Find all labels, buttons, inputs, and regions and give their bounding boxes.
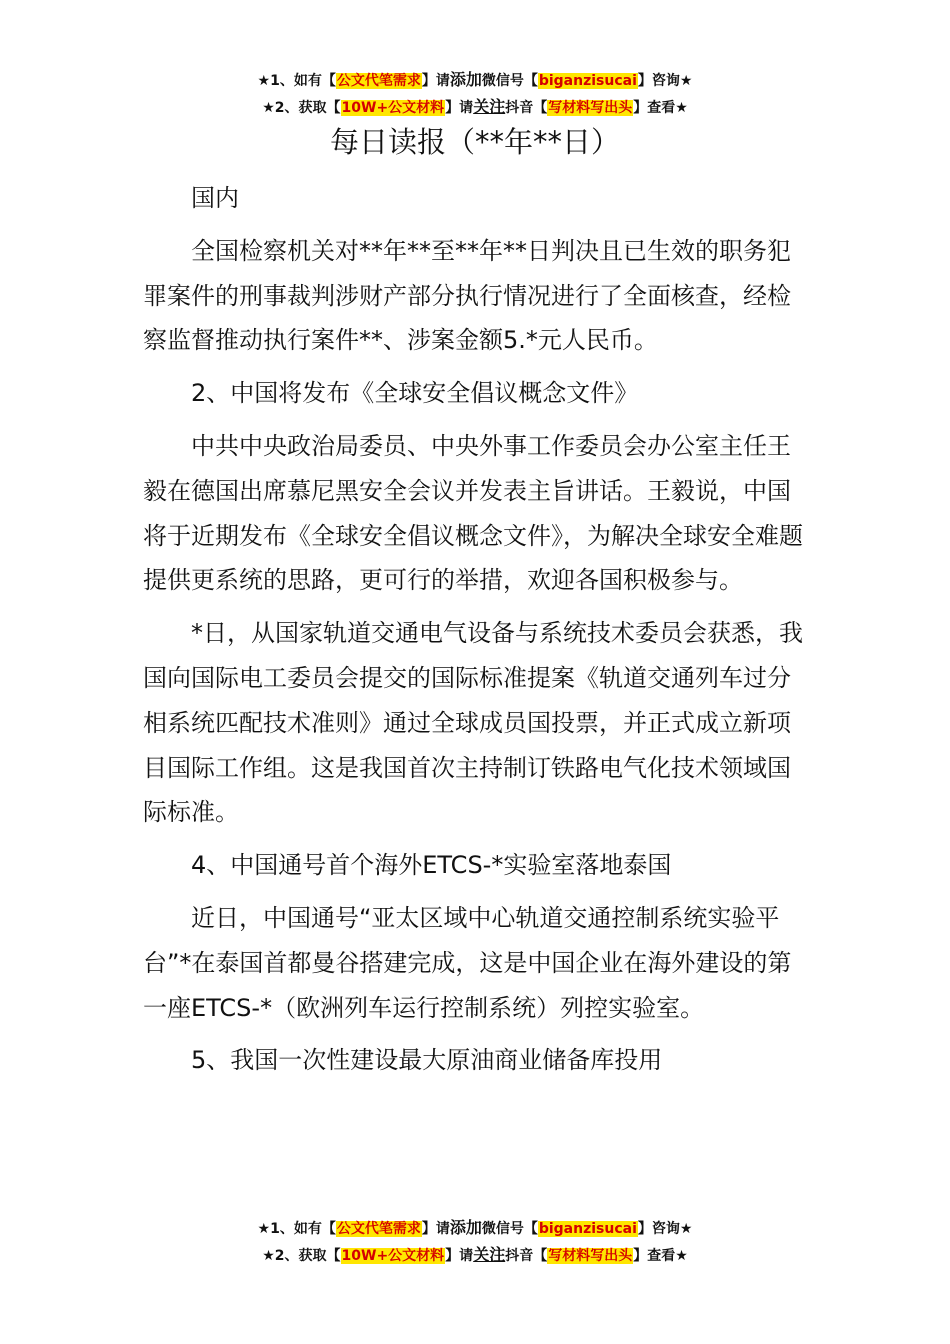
highlight-douyin-account: 写材料写出头 [548,1248,633,1264]
document-title: 每日读报（**年**日） [329,125,620,159]
paragraph: 中共中央政治局委员、中央外事工作委员会办公室主任王毅在德国出席慕尼黑安全会议并发表主旨讲话。王毅说，中国将于近期发布《全球安全倡议概念文件》，为解决全球安全难题提供更系统的思路，更可行的举措，欢迎各国积极参与。 [143,431,803,595]
paragraph: 近日，中国通号“亚太区域中心轨道交通控制系统实验平台”*在泰国首都曼谷搭建完成，这是中国企业在海外建设的第一座ETCS-*（欧洲列车运行控制系统）列控实验室。 [143,903,792,1022]
document-body [143,176,813,1091]
banner-line-2: ★2、获取【10W+公文材料】请关注抖音【写材料写出头】查看★ [262,1245,688,1264]
highlight-wechat-id: biganzisucai [538,1221,637,1237]
highlight-douyin-account: 写材料写出头 [548,100,633,116]
highlight-service: 公文代笔需求 [336,1221,421,1237]
highlight-materials: 10W+公文材料 [341,1248,445,1264]
header-banner [0,67,950,121]
section-heading: 国内 [191,184,239,212]
highlight-materials: 10W+公文材料 [341,100,445,116]
footer-banner [0,1215,950,1269]
news-heading: 2、中国将发布《全球安全倡议概念文件》 [191,379,639,408]
banner-line-2: ★2、获取【10W+公文材料】请关注抖音【写材料写出头】查看★ [262,97,688,116]
banner-line-1: ★1、如有【公文代笔需求】请添加微信号【biganzisucai】咨询★ [257,70,693,89]
highlight-wechat-id: biganzisucai [538,73,637,89]
banner-line-1: ★1、如有【公文代笔需求】请添加微信号【biganzisucai】咨询★ [257,1218,693,1237]
paragraph: *日，从国家轨道交通电气设备与系统技术委员会获悉，我国向国际电工委员会提交的国际标准提案《轨道交通列车过分相系统匹配技术准则》通过全球成员国投票，并正式成立新项目国际工作组。这是我国首次主持制订铁路电气化技术领域国际标准。 [143,619,803,827]
news-heading: 4、中国通号首个海外ETCS-*实验室落地泰国 [191,851,672,880]
paragraph: 全国检察机关对**年**至**年**日判决且已生效的职务犯罪案件的刑事裁判涉财产部分执行情况进行了全面核查，经检察监督推动执行案件**、涉案金额5.*元人民币。 [143,236,791,355]
news-heading: 5、我国一次性建设最大原油商业储备库投用 [191,1046,663,1075]
highlight-service: 公文代笔需求 [336,73,421,89]
